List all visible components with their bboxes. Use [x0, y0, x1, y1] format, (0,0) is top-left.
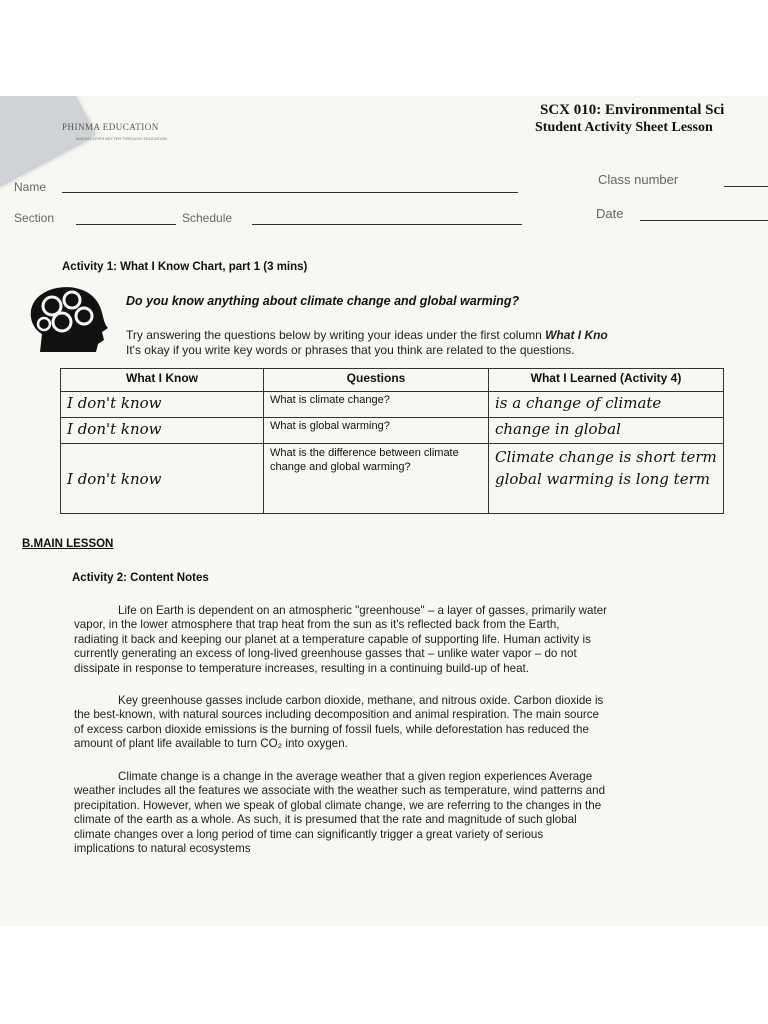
class-number-label: Class number: [598, 172, 679, 187]
paragraph-line: Key greenhouse gasses include carbon dioxide, methane, and nitrous oxide. Carbon dioxide is: [118, 694, 604, 707]
paragraph-line: amount of plant life available to turn CO₂ into oxygen.: [74, 737, 348, 751]
paragraph-line: Climate change is a change in the average weather that a given region experiences Average: [118, 770, 593, 783]
learned-cell[interactable]: change in global: [489, 418, 724, 444]
learned-cell[interactable]: Climate change is short term global warming is long term: [489, 444, 724, 514]
main-lesson-heading: B.MAIN LESSON: [22, 538, 114, 550]
sheet-title: Student Activity Sheet Lesson: [535, 120, 713, 135]
institution-tagline: MAKING LIVES BETTER THROUGH EDUCATION: [76, 136, 167, 141]
date-field[interactable]: [640, 220, 768, 221]
content-paragraph-1: [74, 604, 760, 676]
table-row: [61, 392, 724, 418]
column-header-know: What I Know: [61, 369, 264, 392]
question-cell: What is the difference between climate change and global warming?: [264, 444, 489, 514]
paragraph-line: precipitation. However, when we speak of global climate change, we are referring to the changes in the: [74, 798, 602, 812]
know-cell[interactable]: I don't know: [61, 444, 264, 514]
course-title: SCX 010: Environmental Sci: [540, 102, 725, 118]
paragraph-line: currently generating an excess of long-lived greenhouse gasses that – unlike water vapor – do not: [74, 647, 577, 661]
paragraph-line: climate of the earth as a whole. As such, it is presumed that the rate and magnitude of such global: [74, 813, 577, 827]
paragraph-line: climate changes over a long period of time can significantly trigger a great variety of serious: [74, 827, 544, 841]
folded-corner: [0, 96, 95, 187]
schedule-field[interactable]: [252, 224, 522, 225]
content-paragraph-3: [74, 770, 760, 856]
paragraph-line: vapor, in the lower atmosphere that trap heat from the sun as it's reflected back from the Earth,: [74, 618, 560, 632]
know-cell[interactable]: I don't know: [61, 392, 264, 418]
name-label: Name: [14, 180, 47, 194]
table-row: [61, 418, 724, 444]
know-cell[interactable]: I don't know: [61, 418, 264, 444]
section-label: Section: [14, 211, 55, 225]
paragraph-line: the best-known, with natural sources including decomposition and animal respiration. The main source: [74, 708, 600, 722]
date-label: Date: [596, 206, 624, 221]
learned-cell[interactable]: is a change of climate: [489, 392, 724, 418]
worksheet-page: [0, 96, 768, 926]
schedule-label: Schedule: [182, 211, 233, 225]
instruction-line1: Try answering the questions below by writing your ideas under the first column: [126, 328, 542, 342]
activity1-instructions: [126, 328, 608, 358]
name-field[interactable]: [62, 192, 518, 193]
kwl-table: [60, 368, 724, 514]
table-header-row: [61, 369, 724, 392]
column-header-questions: Questions: [264, 369, 489, 392]
institution-logo: PHINMA EDUCATION: [62, 122, 159, 132]
content-paragraph-2: [74, 694, 760, 752]
instruction-line2: It's okay if you write key words or phrases that you think are related to the questions.: [126, 343, 575, 357]
activity1-question: Do you know anything about climate change and global warming?: [126, 294, 520, 308]
table-row: [61, 444, 724, 514]
question-cell: What is climate change?: [264, 392, 489, 418]
section-field[interactable]: [76, 224, 176, 225]
paragraph-line: implications to natural ecosystems: [74, 842, 251, 856]
brain-gears-icon: [22, 282, 114, 360]
paragraph-line: Life on Earth is dependent on an atmospheric "greenhouse" – a layer of gasses, primarily water: [118, 604, 608, 617]
class-number-field[interactable]: [724, 186, 768, 187]
paragraph-line: radiating it back and keeping our planet at a temperature capable of supporting life. Human activity is: [74, 632, 591, 646]
paragraph-line: of excess carbon dioxide emissions is the burning of fossil fuels, while deforestation has reduced the: [74, 722, 589, 736]
paragraph-line: weather includes all the features we associate with the weather such as temperature, wind patterns and: [74, 784, 606, 798]
question-cell: What is global warming?: [264, 418, 489, 444]
activity2-title: Activity 2: Content Notes: [72, 572, 209, 584]
activity1-title: Activity 1: What I Know Chart, part 1 (3 mins): [62, 261, 308, 273]
instruction-emphasis: What I Kno: [545, 328, 608, 342]
column-header-learned: What I Learned (Activity 4): [489, 369, 724, 392]
paragraph-line: dissipate in response to temperature increases, resulting in a continuing build-up of heat.: [74, 661, 530, 675]
